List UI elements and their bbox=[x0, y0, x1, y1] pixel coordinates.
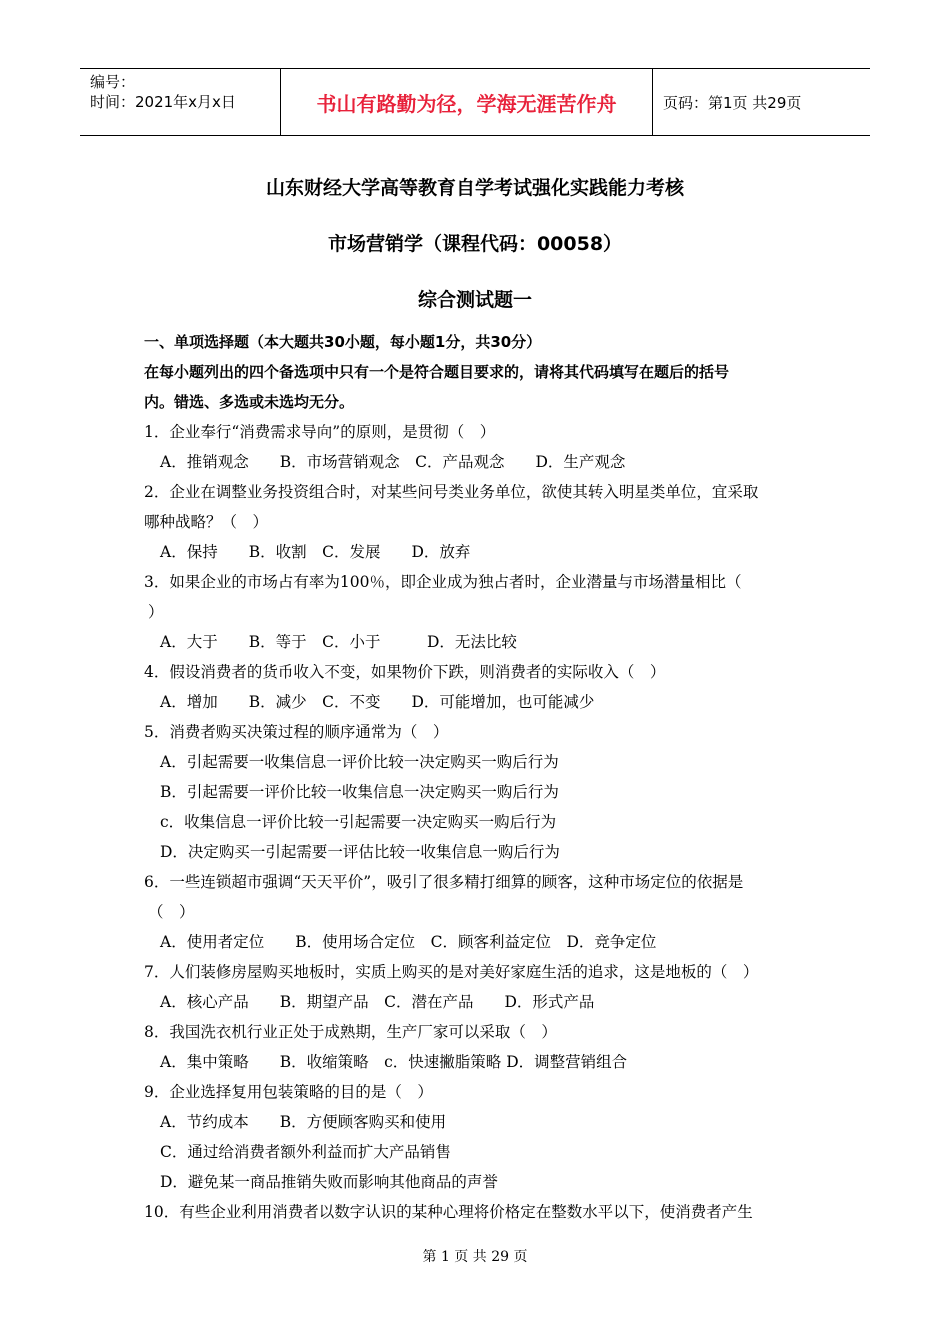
answer-options: A．核心产品 B．期望产品 C．潜在产品 D．形式产品 bbox=[160, 993, 595, 1011]
question-text: 1．企业奉行“消费需求导向”的原则，是贯彻（ ） bbox=[144, 423, 496, 441]
university-title: 山东财经大学高等教育自学考试强化实践能力考核 bbox=[265, 177, 684, 199]
answer-options: A．引起需要一收集信息一评价比较一决定购买一购后行为 bbox=[160, 753, 559, 771]
header-motto: 书山有路勤为径，学海无涯苦作舟 bbox=[280, 69, 653, 135]
question-text: 3．如果企业的市场占有率为100％，即企业成为独占者时，企业潜量与市场潜量相比（ bbox=[144, 573, 742, 591]
section-instruction: 内。错选、多选或未选均无分。 bbox=[144, 393, 355, 411]
question-text: 哪种战略？（ ） bbox=[144, 513, 269, 531]
question-text: 4．假设消费者的货币收入不变，如果物价下跌，则消费者的实际收入（ ） bbox=[144, 663, 666, 681]
test-title: 综合测试题一 bbox=[417, 289, 532, 311]
answer-options: A．增加 B．减少 C．不变 D．可能增加，也可能减少 bbox=[160, 693, 595, 711]
header-meta bbox=[80, 69, 280, 135]
answer-options: D．避免某一商品推销失败而影响其他商品的声誉 bbox=[160, 1173, 498, 1191]
answer-options: A．集中策略 B．收缩策略 c．快速撇脂策略 D．调整营销组合 bbox=[160, 1053, 628, 1071]
doc-date-label: 时间：2021年x月x日 bbox=[90, 93, 236, 111]
question-text: 2．企业在调整业务投资组合时，对某些问号类业务单位，欲使其转入明星类单位，宜采取 bbox=[144, 483, 759, 501]
answer-options: D．决定购买一引起需要一评估比较一收集信息一购后行为 bbox=[160, 843, 560, 861]
question-text: （ ） bbox=[148, 903, 195, 921]
answer-options: c．收集信息一评价比较一引起需要一决定购买一购后行为 bbox=[160, 813, 557, 831]
section-instruction: 在每小题列出的四个备选项中只有一个是符合题目要求的，请将其代码填写在题后的括号 bbox=[144, 363, 730, 381]
question-text: 9．企业选择复用包装策略的目的是（ ） bbox=[144, 1083, 433, 1101]
question-text: 6．一些连锁超市强调“天天平价”，吸引了很多精打细算的顾客，这种市场定位的依据是 bbox=[144, 873, 744, 891]
question-text: 10．有些企业利用消费者以数字认识的某种心理将价格定在整数水平以下，使消费者产生 bbox=[144, 1203, 753, 1221]
document-header bbox=[80, 68, 870, 136]
question-body bbox=[144, 327, 809, 1227]
answer-options: A．推销观念 B．市场营销观念 C．产品观念 D．生产观念 bbox=[160, 453, 626, 471]
answer-options: A．保持 B．收割 C．发展 D．放弃 bbox=[160, 543, 471, 561]
question-text: 8．我国洗衣机行业正处于成熟期，生产厂家可以采取（ ） bbox=[144, 1023, 557, 1041]
answer-options: C．通过给消费者额外利益而扩大产品销售 bbox=[160, 1143, 451, 1161]
page-footer: 第 1 页 共 29 页 bbox=[422, 1249, 528, 1265]
answer-options: A．节约成本 B．方便顾客购买和使用 bbox=[160, 1113, 447, 1131]
question-text: 5．消费者购买决策过程的顺序通常为（ ） bbox=[144, 723, 449, 741]
course-title: 市场营销学（课程代码：00058） bbox=[327, 233, 623, 255]
answer-options: A．大于 B．等于 C．小于 D．无法比较 bbox=[160, 633, 517, 651]
header-page-info: 页码：第1页 共29页 bbox=[663, 93, 802, 112]
answer-options: A．使用者定位 B．使用场合定位 C．顾客利益定位 D．竞争定位 bbox=[160, 933, 657, 951]
answer-options: B．引起需要一评价比较一收集信息一决定购买一购后行为 bbox=[160, 783, 559, 801]
section-instruction: 一、单项选择题（本大题共30小题，每小题1分，共30分） bbox=[144, 333, 542, 351]
question-text: 7．人们装修房屋购买地板时，实质上购买的是对美好家庭生活的追求，这是地板的（ ） bbox=[144, 963, 759, 981]
doc-number-label: 编号： bbox=[90, 73, 136, 91]
question-text: ） bbox=[148, 603, 164, 621]
